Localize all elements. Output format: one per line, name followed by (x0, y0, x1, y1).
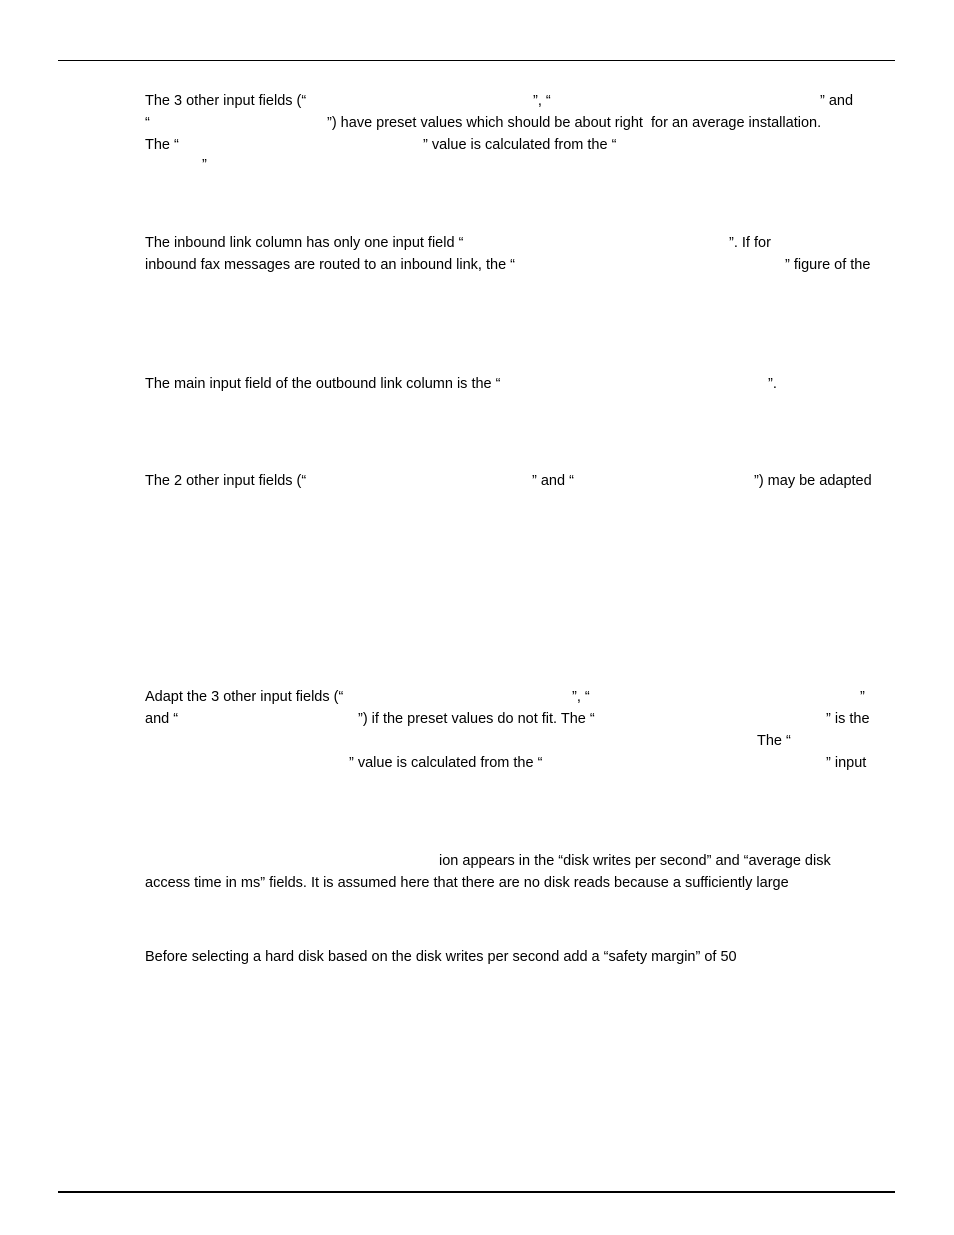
p1-line3-end: ” value is calculated from the “ (423, 137, 617, 153)
p3-line1-end: ”. (768, 376, 777, 392)
p1-line1-start: The 3 other input fields (“ (145, 93, 307, 109)
p1-line3-start: The “ (145, 137, 179, 153)
p5-line1-start: Adapt the 3 other input fields (“ (145, 689, 344, 705)
p6-line2: access time in ms” fields. It is assumed here that there are no disk reads because a sufficiently large (145, 875, 789, 891)
p1-line1-mid: ”, “ (533, 93, 551, 109)
p1-line1-end: ” and (820, 93, 854, 109)
header-rule (58, 60, 895, 61)
p2-line2-start: inbound fax messages are routed to an inbound link, the “ (145, 257, 515, 273)
p6-line1: ion appears in the “disk writes per second” and “average disk (439, 853, 831, 869)
p4-line1-start: The 2 other input fields (“ (145, 473, 307, 489)
p5-line1-mid: ”, “ (572, 689, 590, 705)
p2-line1-start: The inbound link column has only one input field “ (145, 235, 464, 251)
p5-line2-end: ” is the (826, 711, 870, 727)
p5-line2-start: and “ (145, 711, 179, 727)
p5-line3: The “ (757, 733, 791, 749)
p5-line2-mid: ”) if the preset values do not fit. The “ (358, 711, 595, 727)
footer-rule (58, 1191, 895, 1193)
p1-line2-end: ”) have preset values which should be about right for an average installation. (327, 115, 822, 131)
p2-line1-end: ”. If for (729, 235, 771, 251)
p2-line2-end: ” figure of the (785, 257, 871, 273)
p1-line4: ” (202, 157, 207, 173)
p3-line1-start: The main input field of the outbound link column is the “ (145, 376, 501, 392)
p5-line4-end: ” input (826, 755, 867, 771)
p4-line1-end: ”) may be adapted (754, 473, 872, 489)
p5-line4-start: ” value is calculated from the “ (349, 755, 543, 771)
p4-line1-mid: ” and “ (532, 473, 574, 489)
p5-line1-end: ” (860, 689, 865, 705)
p1-line2-start: “ (145, 115, 150, 131)
p7-line1: Before selecting a hard disk based on the disk writes per second add a “safety margin” of 50 (145, 949, 737, 965)
